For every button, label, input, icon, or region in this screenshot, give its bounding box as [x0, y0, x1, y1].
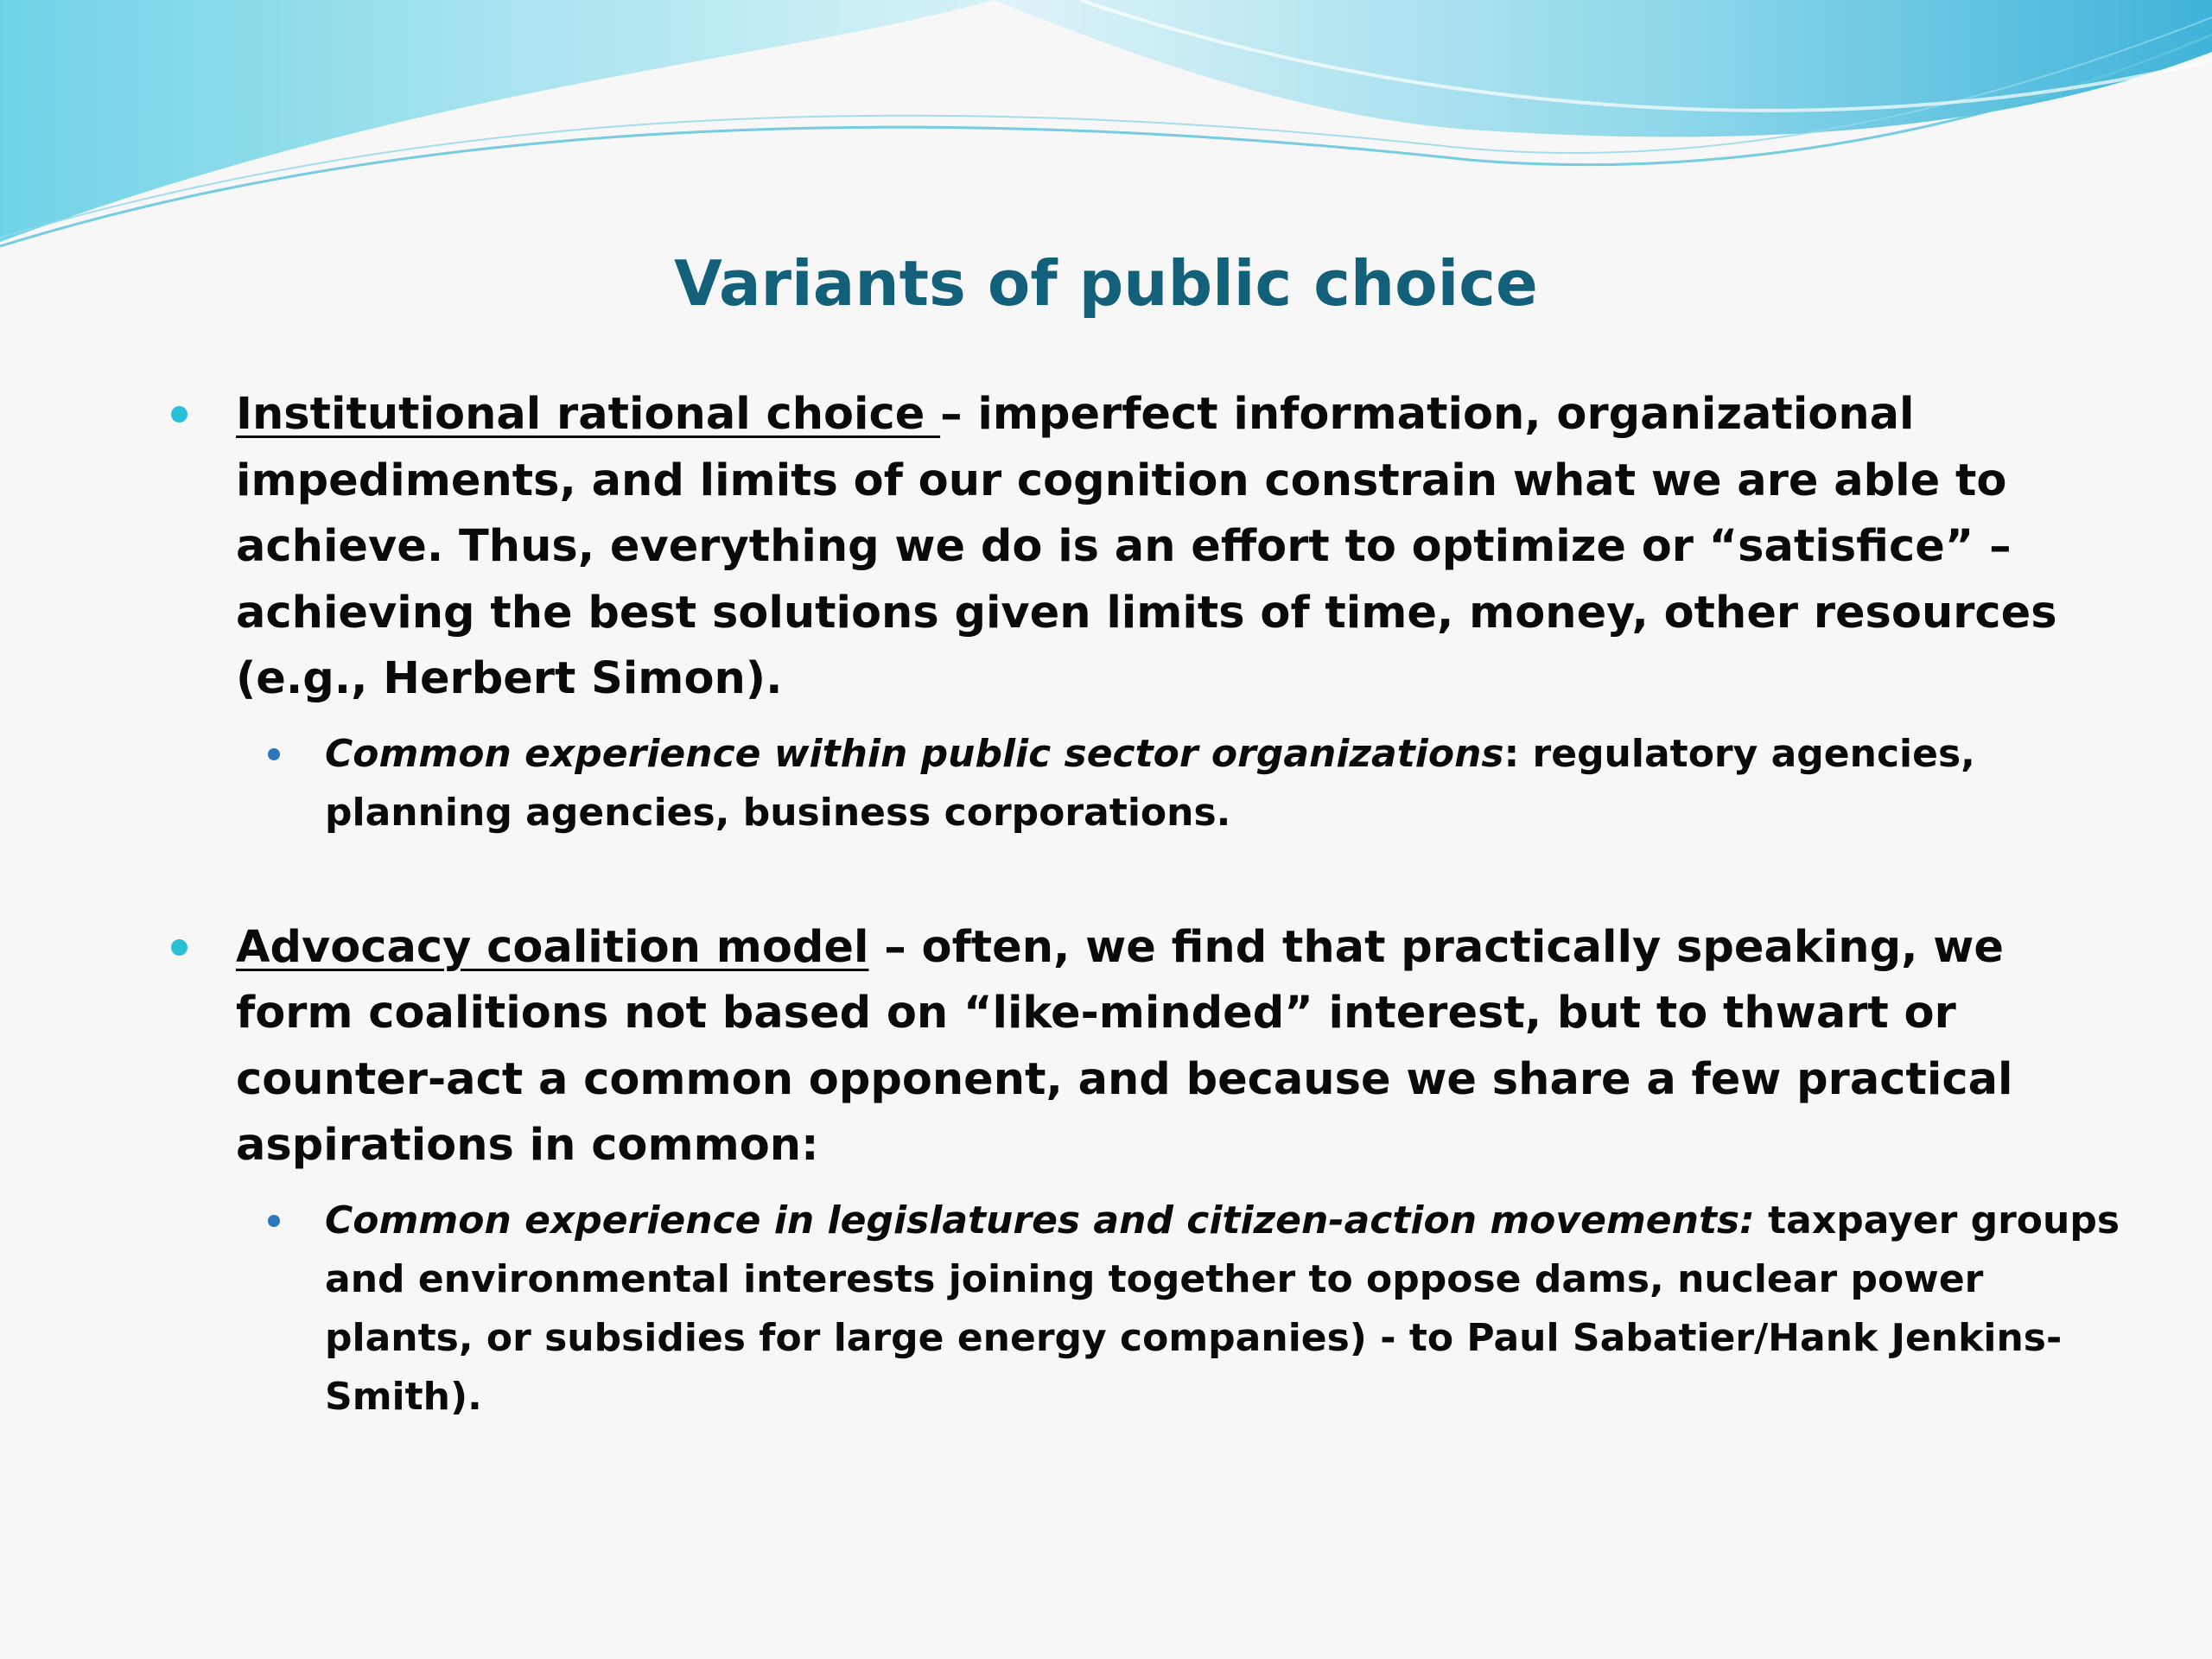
bullet-dot-icon — [171, 406, 188, 423]
header-wave-decoration — [0, 0, 2212, 259]
bullet-term: Advocacy coalition model — [236, 921, 869, 973]
sub-bullet-emphasis: Common experience within public sector organizations — [325, 731, 1504, 776]
sub-bullet-public-sector-organizations — [164, 725, 2126, 842]
bullet-dot-icon — [171, 939, 188, 956]
slide-title: Variants of public choice — [674, 247, 1538, 320]
sub-bullet-text: : regulatory agencies, planning agencies, business corporations. — [325, 731, 1975, 835]
sub-bullet-dot-icon — [268, 1215, 280, 1227]
bullet-list — [164, 382, 2126, 1427]
bullet-advocacy-coalition-model — [164, 915, 2126, 1179]
sub-bullet-text: taxpayer groups and environmental interests joining together to oppose dams, nuclear power plants, or subsidies for large energy companies) - to Paul Sabatier/Hank Jenkins-Smith). — [325, 1198, 2120, 1419]
spacer — [164, 842, 2126, 915]
bullet-text: – often, we find that practically speaking, we form coalitions not based on “like-minded” interest, but to thwart or counter-act a common opponent, and because we share a few practical aspirations in common: — [236, 921, 2013, 1171]
bullet-institutional-rational-choice — [164, 382, 2126, 713]
sub-bullet-emphasis: Common experience in legislatures and citizen-action movements: — [325, 1198, 1755, 1243]
bullet-term: Institutional rational choice — [236, 389, 941, 440]
bullet-text: – imperfect information, organizational impediments, and limits of our cognition constrain what we are able to achieve. Thus, everything we do is an effort to optimize or “satisfice” – achieving the best solutions given limits of time, money, other resources (e.g., Herbert Simon). — [236, 389, 2057, 704]
sub-bullet-dot-icon — [268, 748, 280, 760]
sub-bullet-legislatures — [164, 1192, 2126, 1427]
